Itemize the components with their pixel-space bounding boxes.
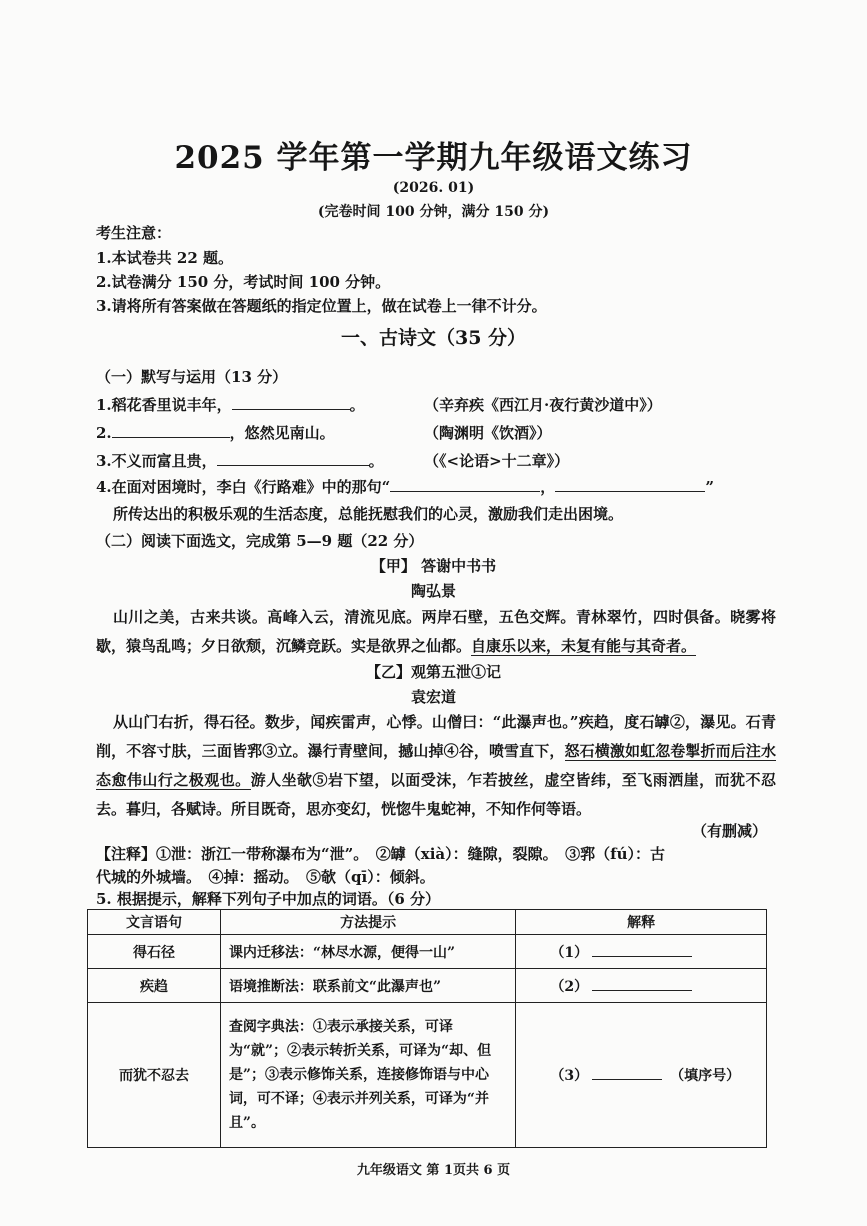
- section-title: 一、古诗文（35 分）: [340, 327, 527, 349]
- table-row: [88, 935, 767, 969]
- part2-heading: （二）阅读下面选文，完成第 5—9 题（22 分）: [96, 532, 424, 550]
- answer-blank-5-3[interactable]: [592, 1065, 662, 1080]
- question-4-line2: 所传达出的积极乐观的生活态度，总能抚慰我们的心灵，激励我们走出困境。: [113, 505, 624, 523]
- question-3: 3.不义而富且贵， 。: [96, 452, 384, 470]
- question-2: 2. ，悠然见南山。: [96, 424, 335, 442]
- annotation-line-1: 【注释】①泄：浙江一带称瀑布为“泄”。 ②罅（xià）：缝隙，裂隙。 ③郛（fú）：古: [96, 845, 665, 863]
- question-1-source: （辛弃疾《西江月·夜行黄沙道中》）: [424, 396, 662, 414]
- answer-blank-3[interactable]: [217, 451, 369, 466]
- underlined-sentence-yi: 怒石横激如虹忽卷掣折而后注水态愈伟山行之极观也。: [96, 742, 776, 789]
- table-cell-hint: 语境推断法：联系前文“此瀑声也”: [220, 969, 515, 1003]
- question-4: 4.在面对困境时，李白《行路难》中的那句“ ， ”: [96, 478, 714, 496]
- notice-item-3: 3.请将所有答案做在答题纸的指定位置上，做在试卷上一律不计分。: [96, 297, 547, 315]
- table-cell-answer: （2）: [516, 969, 767, 1003]
- table-cell-hint: 课内迁移法：“林尽水源，便得一山”: [220, 935, 515, 969]
- question-5-table: [87, 909, 767, 1148]
- notice-item-1: 1.本试卷共 22 题。: [96, 249, 233, 267]
- answer-blank-2[interactable]: [112, 423, 230, 438]
- notice-heading: 考生注意：: [96, 224, 172, 242]
- answer-blank-4a[interactable]: [390, 477, 540, 492]
- passage-yi-text: 从山门右折，得石径。数步，闻疾雷声，心悸。山僧曰：“此瀑声也。”疾趋，度石罅②，瀑见。石青削，不容寸肤，三面皆郛③立。瀑行青壁间，撼山掉④谷，喷雪直下，怒石横激如虹忽卷掣折而后注水态愈伟山行之极观也。游人坐欹⑤岩下望，以面受沫，乍若披丝，虚空皆纬，至飞雨洒崖，而犹不忍去。暮归，各赋诗。所目既奇，思亦变幻，恍惚牛鬼蛇神，不知作何等语。: [96, 713, 776, 818]
- part1-heading: （一）默写与运用（13 分）: [96, 368, 288, 386]
- answer-blank-5-1[interactable]: [592, 942, 692, 957]
- table-cell-phrase: 而犹不忍去: [88, 1003, 221, 1148]
- table-row: [88, 1003, 767, 1148]
- exam-subtitle: (完卷时间 100 分钟，满分 150 分): [317, 204, 550, 220]
- underlined-sentence-jia: 自康乐以来，未复有能与其奇者。: [471, 637, 697, 655]
- passage-yi-note: （有删减）: [692, 822, 768, 840]
- table-row: [88, 969, 767, 1003]
- exam-date: (2026. 01): [392, 180, 475, 196]
- passage-jia-title: 【甲】 答谢中书书: [370, 557, 497, 575]
- notice-item-2: 2.试卷满分 150 分，考试时间 100 分钟。: [96, 273, 391, 291]
- question-5-prompt: 5. 根据提示，解释下列句子中加点的词语。（6 分）: [96, 890, 441, 908]
- annotation-line-2: 代城的外城墙。 ④掉：摇动。 ⑤欹（qī）：倾斜。: [96, 868, 435, 886]
- passage-jia-author: 陶弘景: [410, 582, 456, 600]
- answer-blank-4b[interactable]: [555, 477, 705, 492]
- page-footer: 九年级语文 第 1页共 6 页: [356, 1163, 511, 1178]
- answer-blank-1[interactable]: [232, 395, 350, 410]
- question-1: 1.稻花香里说丰年， 。: [96, 396, 365, 414]
- table-cell-answer: （3） （填序号）: [516, 1003, 767, 1148]
- passage-yi-title: 【乙】观第五泄①记: [365, 663, 501, 681]
- table-cell-phrase: 得石径: [88, 935, 221, 969]
- table-header-answer: 解释: [516, 910, 767, 935]
- answer-blank-5-2[interactable]: [592, 976, 692, 991]
- question-3-source: （《<论语>十二章》）: [424, 452, 570, 470]
- passage-jia-text: 山川之美，古来共谈。高峰入云，清流见底。两岸石壁，五色交辉。青林翠竹，四时俱备。晓雾将歇，猿鸟乱鸣；夕日欲颓，沉鳞竞跃。实是欲界之仙都。自康乐以来，未复有能与其奇者。: [96, 608, 776, 655]
- table-cell-hint: 查阅字典法：①表示承接关系，可译为“就”；②表示转折关系，可译为“却、但是”；③表示修饰关系，连接修饰语与中心词，可不译；④表示并列关系，可译为“并且”。: [220, 1003, 515, 1148]
- table-cell-phrase: 疾趋: [88, 969, 221, 1003]
- exam-title: 2025 学年第一学期九年级语文练习: [174, 140, 693, 176]
- table-header-row: [88, 910, 767, 935]
- table-cell-answer: （1）: [516, 935, 767, 969]
- passage-yi-author: 袁宏道: [410, 688, 456, 706]
- question-2-source: （陶渊明《饮酒》）: [424, 424, 552, 442]
- table-header-phrase: 文言语句: [88, 910, 221, 935]
- table-header-hint: 方法提示: [220, 910, 515, 935]
